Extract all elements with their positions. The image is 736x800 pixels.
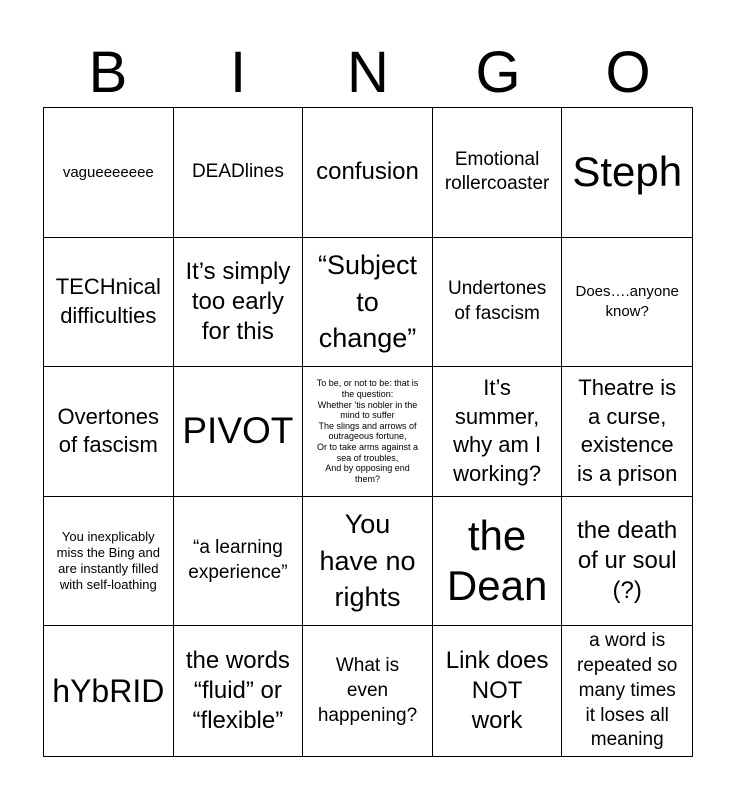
- bingo-cell-text: To be, or not to be: that is the question: Whether ’tis nobler in the mind to suffer The slings and arrows of outrageous fortune, Or to take arms against a sea of troubles, And by opposing end them?: [316, 378, 419, 484]
- bingo-cell-r1-c1[interactable]: [44, 108, 174, 238]
- bingo-cell-text: hYbRID: [52, 673, 165, 709]
- bingo-cell-text: Undertones of fascism: [447, 278, 547, 324]
- bingo-cell-text: the words “fluid” or “flexible”: [185, 647, 290, 735]
- bingo-cell-r2-c3[interactable]: [303, 238, 433, 368]
- bingo-cell-r4-c5[interactable]: [562, 497, 692, 627]
- bingo-cell-text: the Dean: [446, 511, 548, 610]
- bingo-cell-r5-c2[interactable]: [174, 626, 304, 756]
- bingo-cell-r2-c5[interactable]: [562, 238, 692, 368]
- header-letter-g: G: [475, 40, 521, 105]
- bingo-cell-r5-c5[interactable]: [562, 626, 692, 756]
- bingo-cell-text: Overtones of fascism: [57, 403, 160, 458]
- bingo-cell-r3-c1[interactable]: [44, 367, 174, 497]
- bingo-cell-text: It’s summer, why am I working?: [453, 375, 542, 487]
- bingo-cell-text: Steph: [572, 148, 683, 196]
- bingo-cell-r2-c4[interactable]: [433, 238, 563, 368]
- bingo-cell-r1-c2[interactable]: [174, 108, 304, 238]
- bingo-cell-text: What is even happening?: [317, 655, 418, 726]
- bingo-cell-r2-c1[interactable]: [44, 238, 174, 368]
- header-letter-b: B: [88, 40, 128, 105]
- bingo-cell-text: You inexplicably miss the Bing and are instantly filled with self-loathing: [56, 528, 160, 593]
- bingo-cell-r4-c2[interactable]: [174, 497, 304, 627]
- bingo-cell-r1-c3[interactable]: [303, 108, 433, 238]
- bingo-cell-text: vagueeeeeee: [62, 163, 154, 181]
- bingo-cell-text: Does….anyone know?: [575, 283, 679, 320]
- bingo-cell-text: PIVOT: [182, 410, 294, 452]
- bingo-cell-r1-c5[interactable]: [562, 108, 692, 238]
- bingo-cell-r4-c4[interactable]: [433, 497, 563, 627]
- header-letter-n: N: [347, 40, 389, 105]
- header-letter-i: I: [229, 40, 247, 105]
- bingo-cell-r3-c2[interactable]: [174, 367, 304, 497]
- bingo-cell-text: TECHnical difficulties: [55, 274, 161, 328]
- bingo-cell-text: a word is repeated so many times it loses all meaning: [577, 630, 678, 751]
- bingo-cell-r1-c4[interactable]: [433, 108, 563, 238]
- bingo-cell-r2-c2[interactable]: [174, 238, 304, 368]
- bingo-cell-text: DEADlines: [191, 160, 284, 182]
- header-letter-o: O: [605, 40, 651, 105]
- bingo-cell-r3-c5[interactable]: [562, 367, 692, 497]
- bingo-cell-text: Link does NOT work: [445, 647, 549, 735]
- bingo-cell-text: confusion: [316, 158, 419, 186]
- bingo-board: [43, 107, 693, 757]
- bingo-header: [43, 40, 693, 106]
- bingo-cell-text: Emotional rollercoaster: [444, 148, 550, 195]
- bingo-cell-r3-c3[interactable]: [303, 367, 433, 497]
- bingo-cell-text: “a learning experience”: [188, 537, 288, 584]
- bingo-cell-text: It’s simply too early for this: [185, 257, 291, 345]
- bingo-cell-r5-c1[interactable]: [44, 626, 174, 756]
- bingo-cell-r3-c4[interactable]: [433, 367, 563, 497]
- bingo-cell-r5-c4[interactable]: [433, 626, 563, 756]
- bingo-cell-r4-c3[interactable]: [303, 497, 433, 627]
- bingo-cell-text: You have no rights: [319, 509, 416, 613]
- bingo-cell-text: the death of ur soul (?): [577, 517, 678, 605]
- bingo-cell-r4-c1[interactable]: [44, 497, 174, 627]
- bingo-cell-text: “Subject to change”: [317, 250, 418, 354]
- bingo-cell-text: Theatre is a curse, existence is a prison: [577, 375, 678, 487]
- bingo-cell-r5-c3[interactable]: [303, 626, 433, 756]
